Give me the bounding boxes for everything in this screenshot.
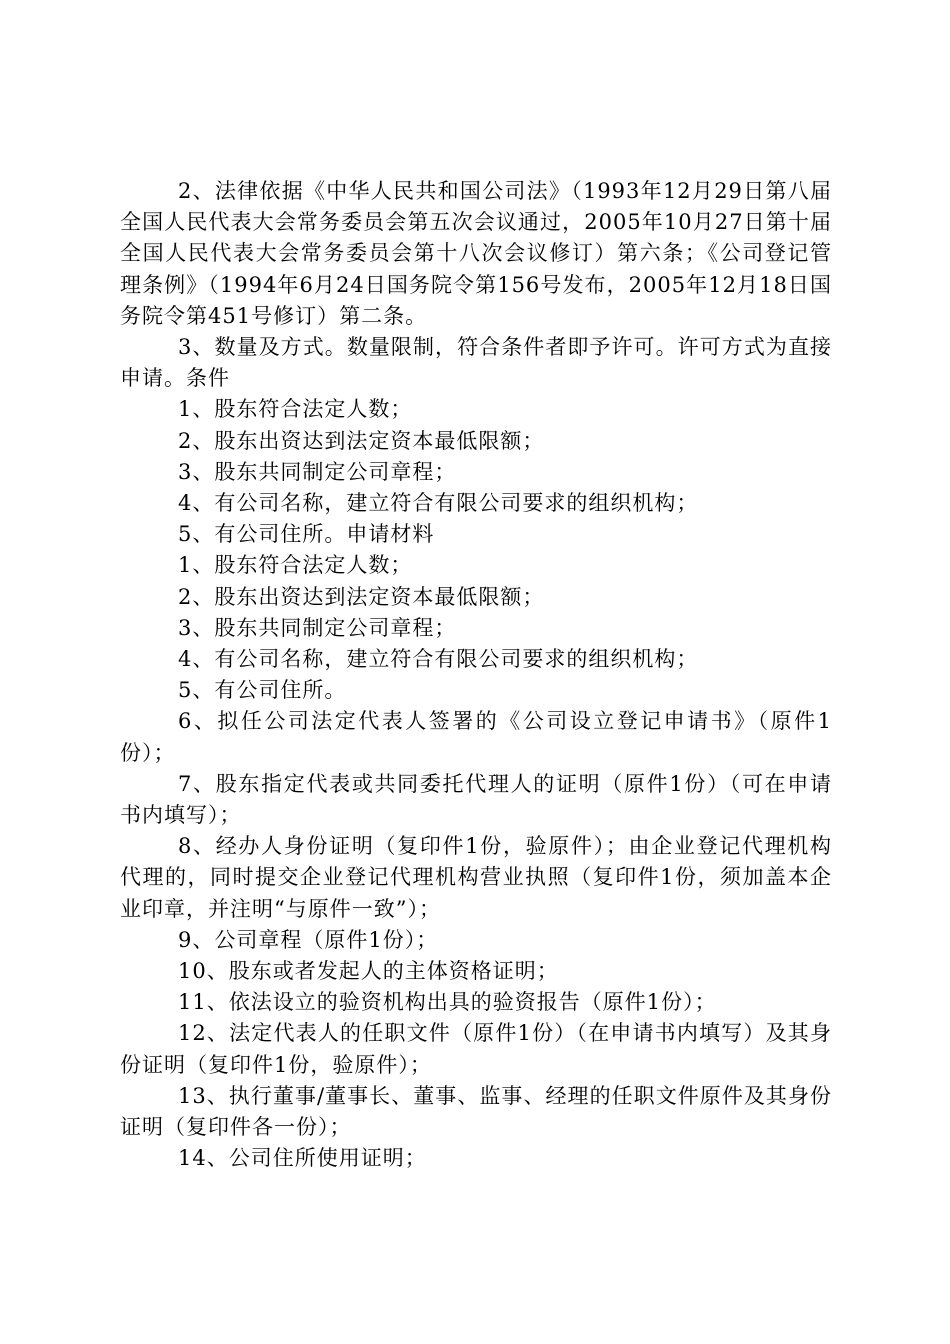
paragraph-legal-basis: 2、法律依据《中华人民共和国公司法》（1993年12月29日第八届全国人民代表大会常务委员会第五次会议通过，2005年10月27日第十届全国人民代表大会常务委员会第十八次会议修订）第六条；《公司登记管理条例》（1994年6月24日国务院令第156号发布，2005年12月18日国务院令第451号修订）第二条。 [120,179,832,328]
material-item: 10、股东或者发起人的主体资格证明； [178,959,559,984]
material-item: 3、股东共同制定公司章程； [178,615,457,640]
material-item: 1、股东符合法定人数； [178,553,413,578]
material-item: 13、执行董事/董事长、董事、监事、经理的任职文件原件及其身份证明（复印件各一份）； [120,1083,832,1140]
condition-item: 1、股东符合法定人数； [178,397,413,422]
material-item: 5、有公司住所。 [178,678,347,703]
document-body [120,176,832,1175]
material-item: 4、有公司名称，建立符合有限公司要求的组织机构； [178,647,699,672]
material-item: 9、公司章程（原件1份）； [178,927,439,952]
material-item: 8、经办人身份证明（复印件1份，验原件）；由企业登记代理机构代理的，同时提交企业登记代理机构营业执照（复印件1份，须加盖本企业印章，并注明“与原件一致”）； [120,834,832,921]
material-item: 2、股东出资达到法定资本最低限额； [178,584,545,609]
material-item: 7、股东指定代表或共同委托代理人的证明（原件1份）（可在申请书内填写）； [120,771,832,828]
condition-item: 3、股东共同制定公司章程； [178,459,457,484]
material-item: 14、公司住所使用证明； [178,1146,427,1171]
condition-item: 2、股东出资达到法定资本最低限额； [178,428,545,453]
material-item: 12、法定代表人的任职文件（原件1份）（在申请书内填写）及其身份证明（复印件1份，验原件）； [120,1021,832,1077]
paragraph-quantity-method: 3、数量及方式。数量限制，符合条件者即予许可。许可方式为直接申请。条件 [120,335,832,391]
condition-item: 5、有公司住所。申请材料 [178,522,435,547]
condition-item: 4、有公司名称，建立符合有限公司要求的组织机构； [178,491,699,516]
material-item: 6、拟任公司法定代表人签署的《公司设立登记申请书》（原件1份）； [120,709,832,765]
material-item: 11、依法设立的验资机构出具的验资报告（原件1份）； [178,990,717,1015]
